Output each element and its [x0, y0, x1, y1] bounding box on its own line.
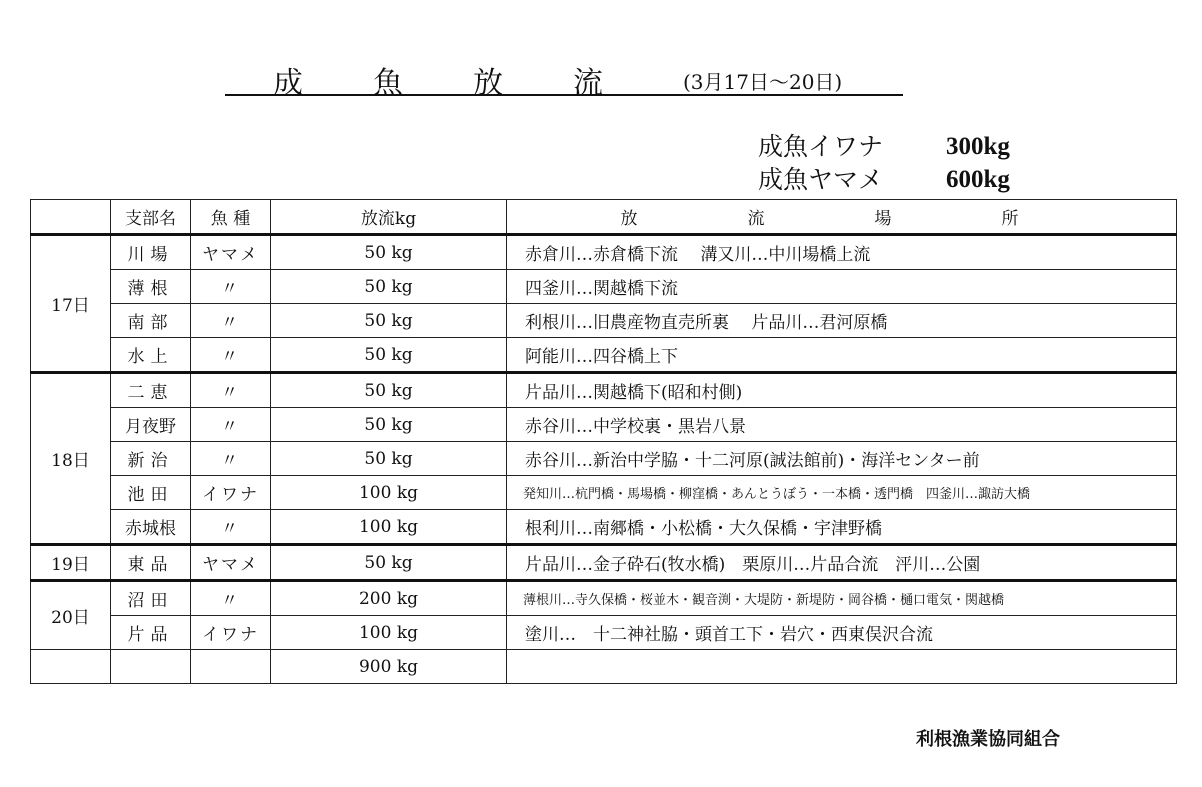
header-fish: 魚 種 — [191, 200, 271, 235]
table-row — [31, 304, 1177, 338]
fish-cell: 〃 — [191, 373, 271, 408]
place-cell: 発知川…杭門橋・馬場橋・柳窪橋・あんとうぼう・一本橋・透門橋 四釜川…諏訪大橋 — [507, 476, 1177, 510]
fish-cell: 〃 — [191, 408, 271, 442]
place-cell: 塗川… 十二神社脇・頭首工下・岩穴・西東俣沢合流 — [507, 616, 1177, 650]
header-place: 放流場所 — [507, 200, 1177, 235]
fish-cell: 〃 — [191, 270, 271, 304]
amount-cell: 100 kg — [271, 510, 507, 545]
amount-cell: 50 kg — [271, 304, 507, 338]
table-row — [31, 338, 1177, 373]
total-name: 成魚イワナ — [758, 132, 884, 161]
header-amount: 放流kg — [271, 200, 507, 235]
title-period: (3月17日～20日) — [683, 70, 843, 94]
branch-cell: 二恵 — [111, 373, 191, 408]
fish-cell: 〃 — [191, 581, 271, 616]
amount-cell: 50 kg — [271, 235, 507, 270]
total-amount: 300kg — [946, 133, 1010, 160]
place-cell: 四釜川…関越橋下流 — [507, 270, 1177, 304]
title-main: 成魚放流 — [273, 66, 673, 101]
place-cell: 片品川…関越橋下(昭和村側) — [507, 373, 1177, 408]
branch-cell: 新治 — [111, 442, 191, 476]
table-row — [31, 235, 1177, 270]
branch-cell: 片品 — [111, 616, 191, 650]
branch-cell: 川場 — [111, 235, 191, 270]
table-row — [31, 373, 1177, 408]
amount-cell: 50 kg — [271, 545, 507, 581]
place-cell: 片品川…金子砕石(牧水橋) 栗原川…片品合流 泙川…公園 — [507, 545, 1177, 581]
amount-cell: 50 kg — [271, 442, 507, 476]
table-row — [31, 270, 1177, 304]
branch-cell: 沼田 — [111, 581, 191, 616]
table-row — [31, 408, 1177, 442]
fish-cell: 〃 — [191, 510, 271, 545]
amount-cell: 50 kg — [271, 408, 507, 442]
place-cell: 赤倉川…赤倉橋下流 溝又川…中川場橋上流 — [507, 235, 1177, 270]
fish-cell: 〃 — [191, 338, 271, 373]
total-row — [31, 650, 1177, 684]
fish-cell: イワナ — [191, 476, 271, 510]
day-cell: 19日 — [31, 545, 111, 581]
place-cell: 赤谷川…新治中学脇・十二河原(誠法館前)・海洋センター前 — [507, 442, 1177, 476]
empty-cell — [507, 650, 1177, 684]
branch-cell: 赤城根 — [111, 510, 191, 545]
totals-summary — [758, 130, 1010, 196]
amount-cell: 200 kg — [271, 581, 507, 616]
amount-cell: 50 kg — [271, 338, 507, 373]
fish-cell: 〃 — [191, 304, 271, 338]
empty-cell — [31, 650, 111, 684]
day-cell: 18日 — [31, 373, 111, 545]
amount-cell: 100 kg — [271, 616, 507, 650]
place-cell: 赤谷川…中学校裏・黒岩八景 — [507, 408, 1177, 442]
table-row — [31, 510, 1177, 545]
total-iwana — [758, 130, 1010, 163]
total-name: 成魚ヤマメ — [758, 165, 884, 194]
place-cell: 阿能川…四谷橋上下 — [507, 338, 1177, 373]
release-table — [30, 199, 1177, 684]
total-yamame — [758, 163, 1010, 196]
header-row — [31, 200, 1177, 235]
empty-cell — [191, 650, 271, 684]
fish-cell: イワナ — [191, 616, 271, 650]
total-amount-cell: 900 kg — [271, 650, 507, 684]
table-row — [31, 442, 1177, 476]
organization-name: 利根漁業協同組合 — [916, 729, 1060, 750]
day-cell: 17日 — [31, 235, 111, 373]
document-title — [225, 58, 903, 101]
branch-cell: 薄根 — [111, 270, 191, 304]
place-cell: 利根川…旧農産物直売所裏 片品川…君河原橋 — [507, 304, 1177, 338]
branch-cell: 東品 — [111, 545, 191, 581]
branch-cell: 月夜野 — [111, 408, 191, 442]
table-row — [31, 581, 1177, 616]
fish-cell: ヤマメ — [191, 545, 271, 581]
header-branch: 支部名 — [111, 200, 191, 235]
branch-cell: 南部 — [111, 304, 191, 338]
table-row — [31, 476, 1177, 510]
amount-cell: 100 kg — [271, 476, 507, 510]
table-row — [31, 545, 1177, 581]
amount-cell: 50 kg — [271, 270, 507, 304]
fish-cell: ヤマメ — [191, 235, 271, 270]
total-amount: 600kg — [946, 166, 1010, 193]
branch-cell: 水上 — [111, 338, 191, 373]
header-day — [31, 200, 111, 235]
branch-cell: 池田 — [111, 476, 191, 510]
fish-cell: 〃 — [191, 442, 271, 476]
place-cell: 薄根川…寺久保橋・桜並木・観音渕・大堤防・新堤防・岡谷橋・樋口電気・関越橋 — [507, 581, 1177, 616]
place-cell: 根利川…南郷橋・小松橋・大久保橋・宇津野橋 — [507, 510, 1177, 545]
empty-cell — [111, 650, 191, 684]
day-cell: 20日 — [31, 581, 111, 650]
table-row — [31, 616, 1177, 650]
amount-cell: 50 kg — [271, 373, 507, 408]
